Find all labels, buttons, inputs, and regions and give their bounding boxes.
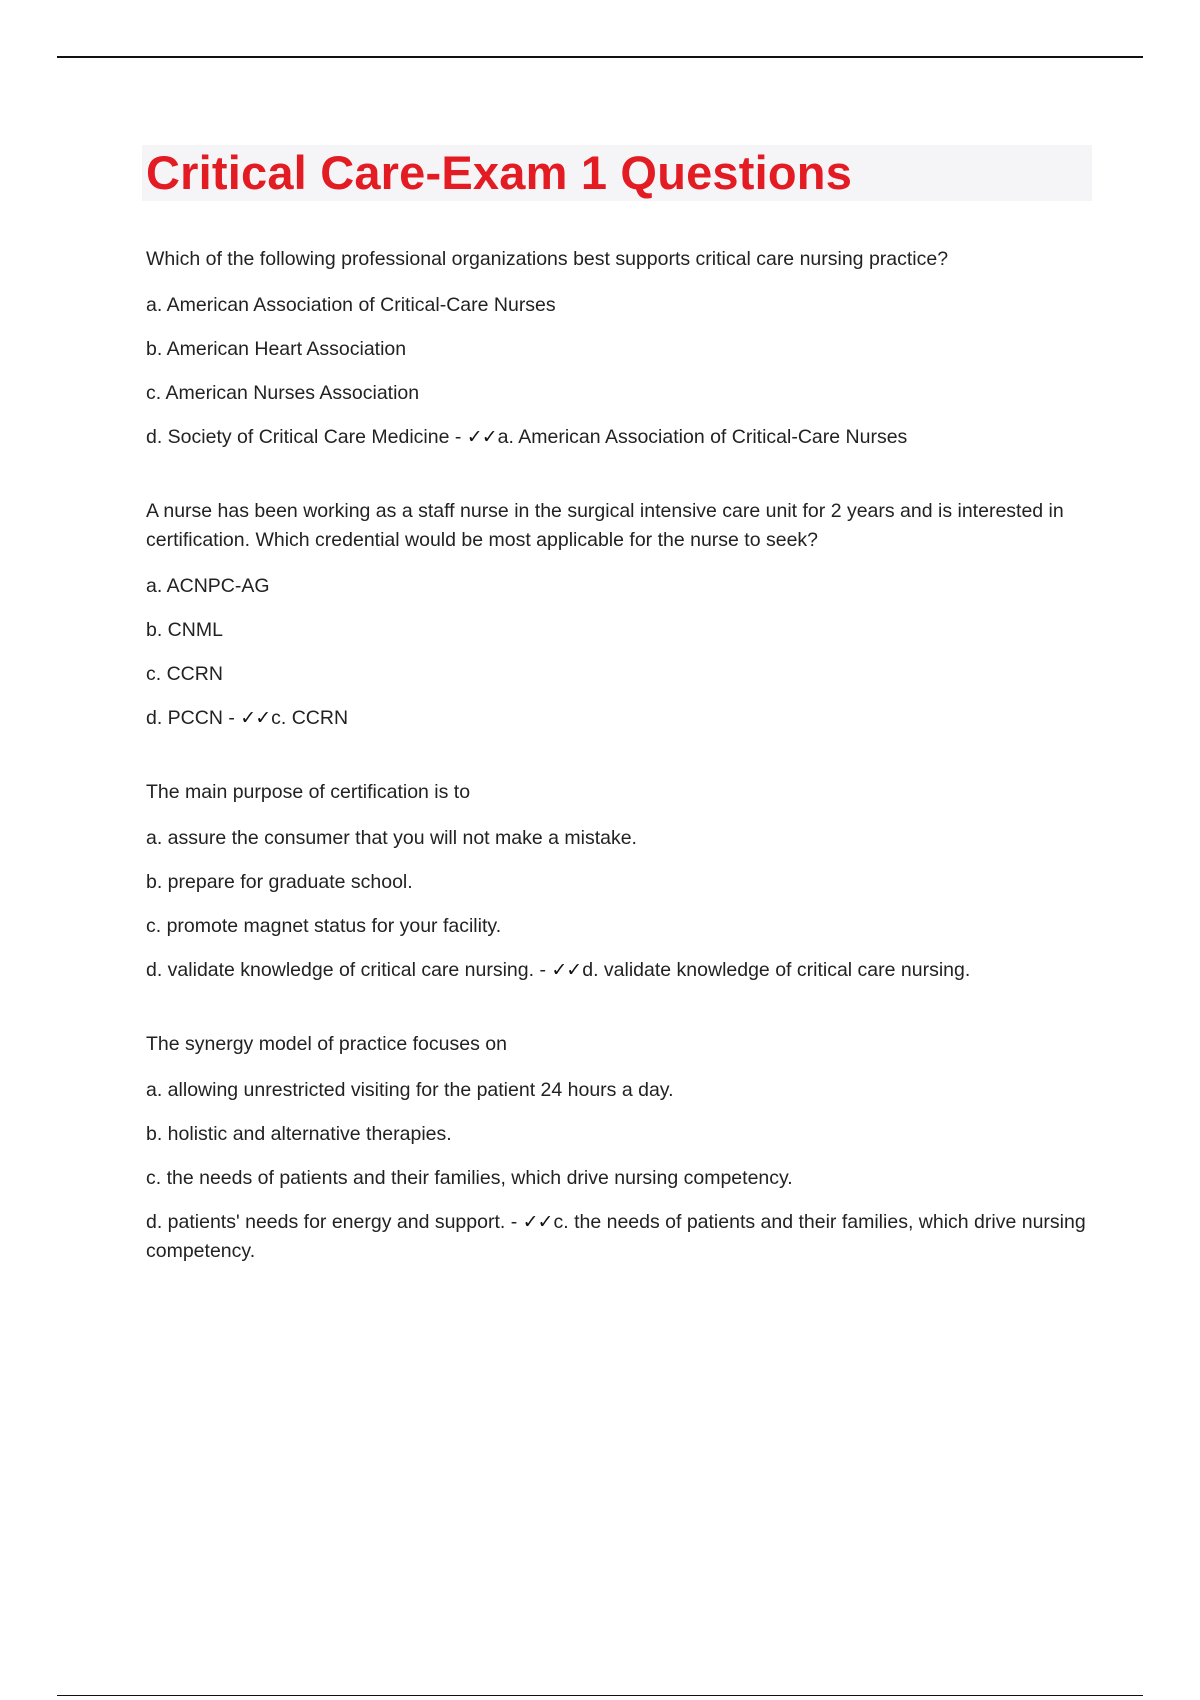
question-item — [146, 1030, 1096, 1266]
question-prompt: The main purpose of certification is to — [146, 781, 471, 803]
double-check-icon: ✓✓ — [240, 707, 271, 729]
answer-option: c. American Nurses Association — [146, 382, 420, 404]
question-item — [146, 245, 1096, 452]
correct-answer: c. CCRN — [271, 707, 349, 729]
answer-option: b. CNML — [146, 619, 223, 641]
answer-option-with-key — [146, 423, 1096, 452]
last-option-text: d. PCCN — [146, 707, 223, 729]
answer-option-with-key — [146, 956, 1096, 985]
answer-option-with-key — [146, 704, 1096, 733]
question-prompt: The synergy model of practice focuses on — [146, 1033, 507, 1055]
correct-answer: c. the needs of patients and their families, which drive nursing competency. — [146, 1211, 1086, 1262]
answer-option: b. prepare for graduate school. — [146, 871, 413, 893]
correct-answer: d. validate knowledge of critical care nursing. — [582, 959, 971, 981]
answer-separator: - — [222, 707, 241, 729]
last-option-text: d. patients' needs for energy and support. — [146, 1211, 506, 1233]
question-prompt: Which of the following professional organizations best supports critical care nursing practice? — [146, 248, 949, 270]
correct-answer: a. American Association of Critical-Care Nurses — [497, 426, 908, 448]
question-item — [146, 497, 1096, 733]
question-item — [146, 778, 1096, 985]
answer-option: a. American Association of Critical-Care Nurses — [146, 294, 556, 316]
header-rule — [57, 56, 1143, 58]
double-check-icon: ✓✓ — [466, 426, 497, 448]
answer-option: c. the needs of patients and their families, which drive nursing competency. — [146, 1167, 793, 1189]
answer-option: a. allowing unrestricted visiting for the patient 24 hours a day. — [146, 1079, 674, 1101]
last-option-text: d. Society of Critical Care Medicine — [146, 426, 450, 448]
double-check-icon: ✓✓ — [551, 959, 582, 981]
answer-separator: - — [449, 426, 467, 448]
answer-option: b. American Heart Association — [146, 338, 407, 360]
footer-rule — [57, 1695, 1143, 1696]
answer-separator: - — [505, 1211, 523, 1233]
answer-option: b. holistic and alternative therapies. — [146, 1123, 452, 1145]
answer-separator: - — [534, 959, 552, 981]
answer-option-with-key — [146, 1208, 1096, 1266]
question-prompt: A nurse has been working as a staff nurse in the surgical intensive care unit for 2 years and is interested in certification. Which credential would be most applicable for the nurse to seek? — [146, 500, 1064, 551]
answer-option: c. promote magnet status for your facility. — [146, 915, 502, 937]
question-list — [146, 245, 1096, 1311]
answer-option: a. ACNPC-AG — [146, 575, 270, 597]
double-check-icon: ✓✓ — [522, 1211, 553, 1233]
answer-option: a. assure the consumer that you will not make a mistake. — [146, 827, 637, 849]
page-title: Critical Care-Exam 1 Questions — [146, 146, 853, 199]
last-option-text: d. validate knowledge of critical care nursing. — [146, 959, 535, 981]
answer-option: c. CCRN — [146, 663, 223, 685]
